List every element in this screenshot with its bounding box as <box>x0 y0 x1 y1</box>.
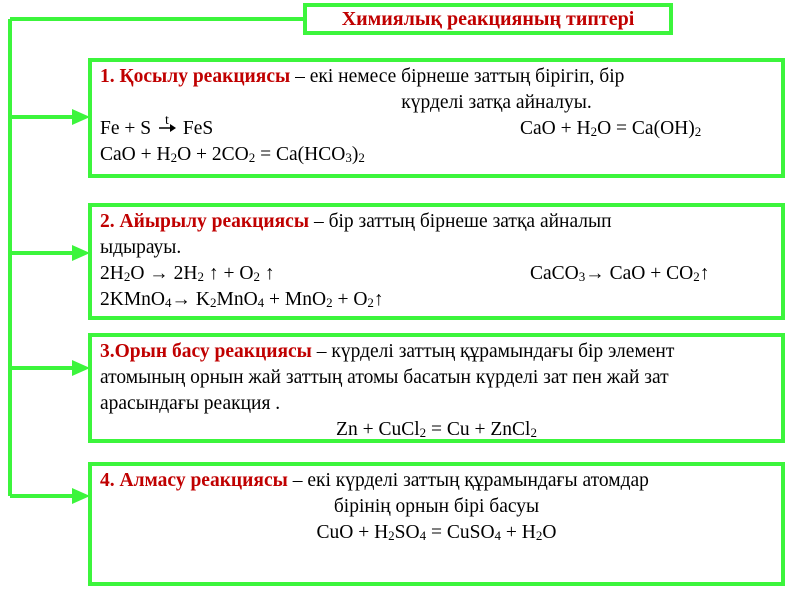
heat-arrow: t <box>156 116 178 144</box>
definition-text: атомының орнын жай заттың атомы басатын күрделі зат пен жай зат <box>100 367 669 388</box>
definition-line <box>100 391 773 417</box>
page-title-text: Химиялық реакцияның типтері <box>341 7 635 30</box>
equation-kmno4-decomposition: 2KMnO$_4$→ $K_2MnO_4 + MnO_2$ + $O_2↑$ <box>100 289 384 310</box>
equation-line <box>100 261 773 287</box>
definition-text: – екі күрделі заттың құрамындағы атомдар <box>287 470 649 491</box>
equation-line <box>100 287 773 313</box>
definition-text: – екі немесе бірнеше заттың бірігіп, бір <box>290 66 625 87</box>
definition-line <box>100 494 773 520</box>
page-title <box>303 3 673 35</box>
definition-text: бірінің орнын бірі басуы <box>333 496 540 517</box>
definition-text: – күрделі заттың құрамындағы бір элемент <box>311 341 675 362</box>
section-exchange-reaction <box>88 462 785 586</box>
section-decomposition-reaction <box>88 203 785 320</box>
equation-cuo-h2so4: CuO + $H_2SO_4$ = CuSO$_4$ + $H_2O$ <box>316 522 557 543</box>
definition-text: ыдырауы. <box>100 237 182 258</box>
definition-line <box>100 339 773 365</box>
equation-fe-s: Fe + S $^t$ FeS <box>100 118 213 139</box>
definition-line <box>100 235 773 261</box>
section-addition-reaction <box>88 58 785 178</box>
equation-zn-cucl2: Zn + CuCl$_2$ = Cu + ZnCl$_2$ <box>336 419 537 440</box>
definition-line <box>100 365 773 391</box>
equation-caco3-decomposition: CaCO$_3$→ CaO + $CO_2↑$ <box>530 263 710 284</box>
section-heading: 2. Айырылу реакциясы <box>100 211 310 232</box>
section-heading: 4. Алмасу реакциясы <box>100 470 288 491</box>
definition-text: арасындағы реакция . <box>100 393 281 414</box>
equation-cao-h2o: CaO + $H_2O = Ca(OH)_2$ <box>520 118 702 139</box>
section-heading: 3.Орын басу реакциясы <box>100 341 312 362</box>
definition-line <box>100 209 773 235</box>
equation-cao-h2o-co2: CaO + $H_2O + 2CO_2 = Ca(HCO_3)_2$ <box>100 144 365 165</box>
equation-line <box>100 113 773 142</box>
definition-line <box>100 90 773 116</box>
definition-line <box>100 468 773 494</box>
equation-line <box>100 142 773 168</box>
equation-line <box>100 417 773 443</box>
definition-text: – бір заттың бірнеше затқа айналып <box>309 211 612 232</box>
definition-line <box>100 64 773 90</box>
equation-line <box>100 520 773 546</box>
equation-water-decomposition: $2H_2O \to 2H_2$ ↑ + $O_2$ ↑ <box>100 263 275 284</box>
section-substitution-reaction <box>88 333 785 443</box>
definition-text: күрделі затқа айналуы. <box>401 92 592 113</box>
section-heading: 1. Қосылу реакциясы <box>100 66 291 87</box>
